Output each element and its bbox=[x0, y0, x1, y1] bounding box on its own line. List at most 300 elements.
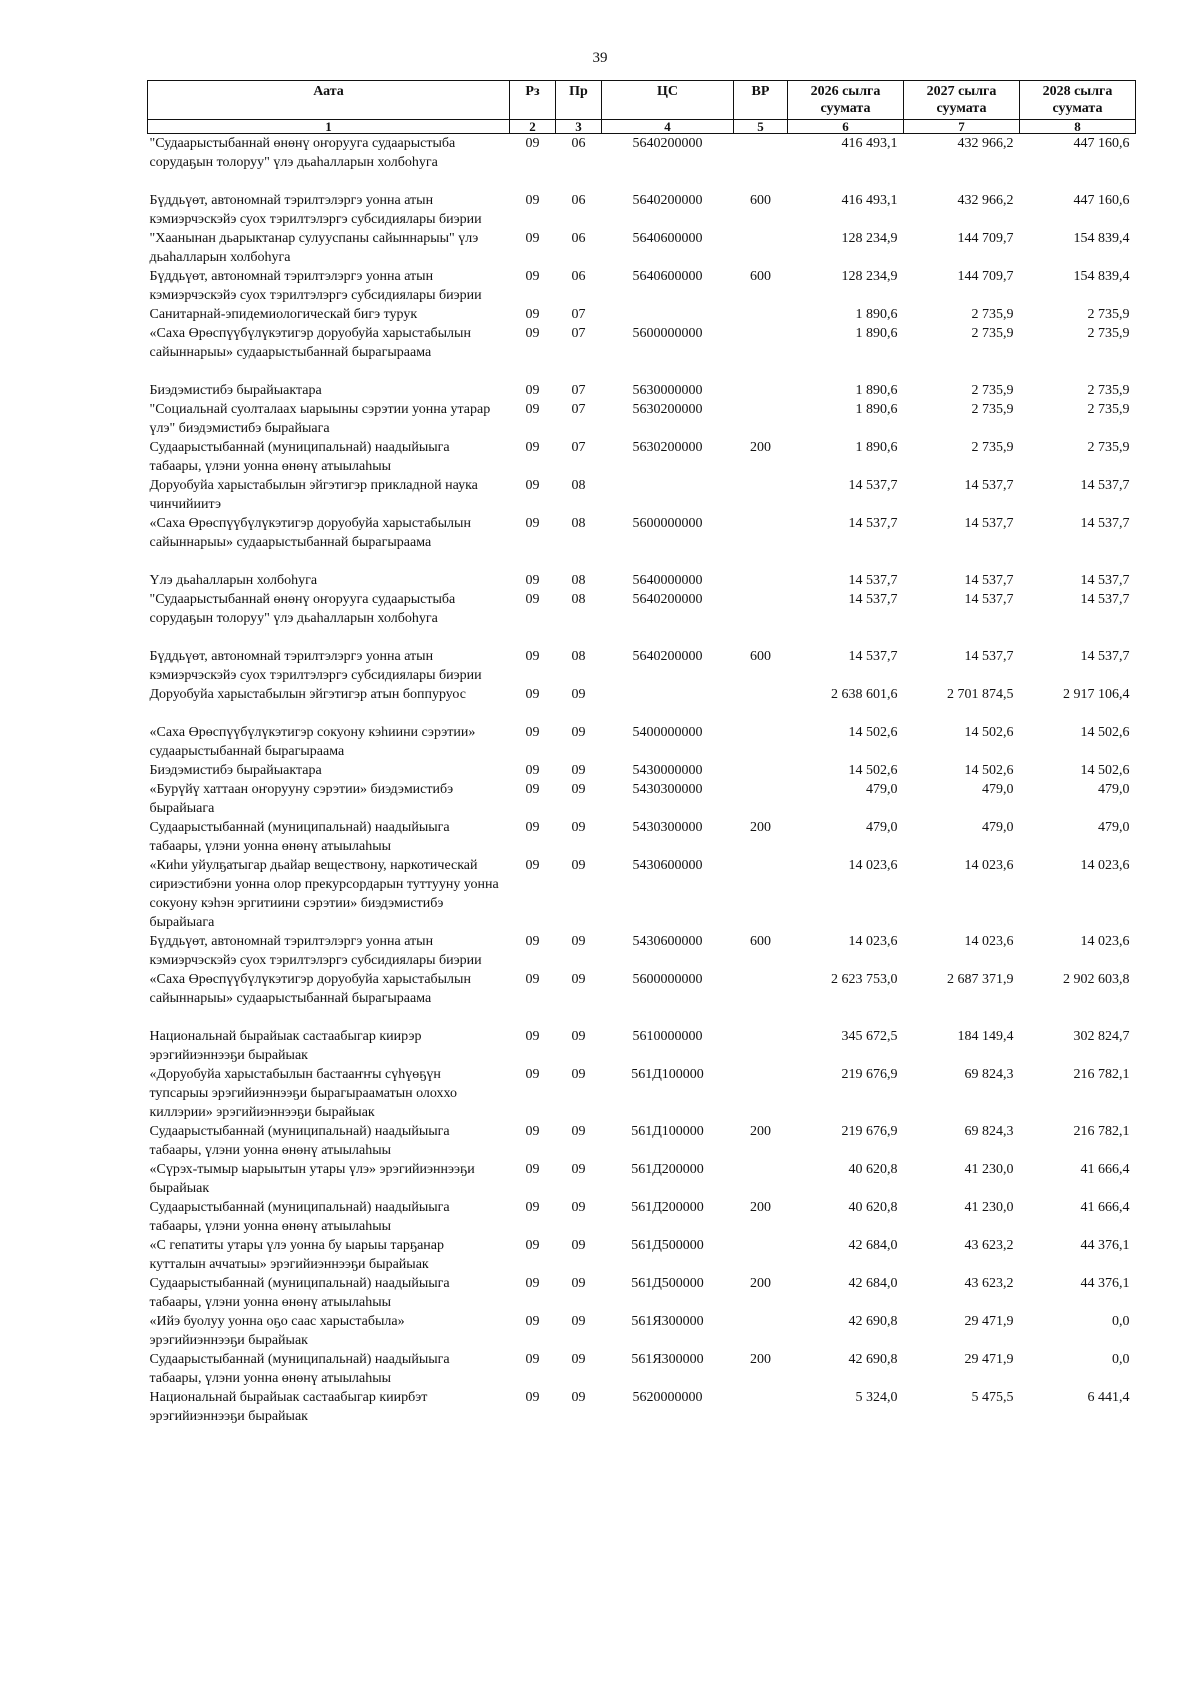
cell-amount-2026: 479,0 bbox=[866, 782, 898, 797]
cell-pr: 09 bbox=[571, 1314, 586, 1329]
cell-pr: 07 bbox=[571, 307, 586, 322]
cell-rz: 09 bbox=[525, 763, 540, 778]
cell-cs: 5630200000 bbox=[632, 440, 703, 455]
cell-amount-2028: 302 824,7 bbox=[1073, 1029, 1130, 1044]
table-row bbox=[148, 400, 1136, 438]
cell-amount-2028: 2 735,9 bbox=[1087, 402, 1130, 417]
cell-vr: 200 bbox=[750, 1124, 771, 1139]
cell-cs: 5430000000 bbox=[632, 763, 703, 778]
cell-amount-2028: 2 902 603,8 bbox=[1063, 972, 1130, 987]
cell-name: Биэдэмистибэ бырайыактара bbox=[149, 763, 322, 778]
header-pr: Пр bbox=[556, 81, 602, 120]
cell-amount-2026: 219 676,9 bbox=[841, 1124, 898, 1139]
cell-name: Судаарыстыбаннай (муниципальнай) наадыйыыга табаары, үлэни уонна өнөнү атыылаһыы bbox=[149, 1276, 450, 1310]
cell-amount-2027: 432 966,2 bbox=[957, 193, 1014, 208]
cell-name: Бүддьүөт, автономнай тэрилтэлэргэ уонна атын кэмиэрчэскэйэ суох тэрилтэлэргэ субсидиялары биэрии bbox=[149, 934, 482, 968]
cell-cs: 5600000000 bbox=[632, 972, 703, 987]
cell-vr: 200 bbox=[750, 820, 771, 835]
cell-pr: 09 bbox=[571, 934, 586, 949]
cell-amount-2028: 14 502,6 bbox=[1080, 763, 1130, 778]
header-number: 5 bbox=[734, 120, 788, 134]
cell-amount-2026: 14 502,6 bbox=[848, 763, 898, 778]
cell-rz: 09 bbox=[525, 858, 540, 873]
cell-pr: 08 bbox=[571, 478, 586, 493]
header-number: 7 bbox=[904, 120, 1020, 134]
cell-vr: 200 bbox=[750, 1352, 771, 1367]
header-rz: Рз bbox=[510, 81, 556, 120]
cell-amount-2028: 447 160,6 bbox=[1073, 193, 1130, 208]
table-row bbox=[148, 514, 1136, 571]
header-year-2026: 2026 сылга суумата bbox=[788, 81, 904, 120]
cell-pr: 09 bbox=[571, 1162, 586, 1177]
cell-amount-2027: 2 735,9 bbox=[971, 326, 1014, 341]
cell-pr: 06 bbox=[571, 231, 586, 246]
cell-amount-2027: 69 824,3 bbox=[964, 1067, 1014, 1082]
cell-name: «Ийэ буолуу уонна оҕо саас харыстабыла» эрэгийиэннээҕи бырайыак bbox=[149, 1314, 405, 1348]
cell-amount-2027: 144 709,7 bbox=[957, 231, 1014, 246]
header-number: 8 bbox=[1020, 120, 1136, 134]
cell-name: «Саха Өрөспүүбүлүкэтигэр доруобуйа харыстабылын сайыннарыы» судаарыстыбаннай бырагыраама bbox=[149, 972, 471, 1006]
cell-cs: 5600000000 bbox=[632, 516, 703, 531]
cell-amount-2028: 2 917 106,4 bbox=[1063, 687, 1130, 702]
cell-cs: 5400000000 bbox=[632, 725, 703, 740]
cell-amount-2026: 14 537,7 bbox=[848, 573, 898, 588]
cell-amount-2028: 14 537,7 bbox=[1080, 478, 1130, 493]
cell-amount-2026: 42 684,0 bbox=[848, 1276, 898, 1291]
cell-pr: 09 bbox=[571, 782, 586, 797]
header-name: Аата bbox=[148, 81, 510, 120]
cell-name: Бүддьүөт, автономнай тэрилтэлэргэ уонна атын кэмиэрчэскэйэ суох тэрилтэлэргэ субсидиялары биэрии bbox=[149, 193, 482, 227]
cell-amount-2027: 14 023,6 bbox=[964, 858, 1014, 873]
cell-amount-2028: 14 537,7 bbox=[1080, 649, 1130, 664]
cell-vr bbox=[734, 305, 788, 324]
cell-cs bbox=[602, 476, 734, 514]
cell-pr: 07 bbox=[571, 402, 586, 417]
cell-vr: 200 bbox=[750, 440, 771, 455]
cell-amount-2028: 41 666,4 bbox=[1080, 1200, 1130, 1215]
table-row bbox=[148, 590, 1136, 647]
table-row bbox=[148, 267, 1136, 305]
cell-vr: 200 bbox=[750, 1200, 771, 1215]
cell-vr bbox=[734, 780, 788, 818]
cell-rz: 09 bbox=[525, 1276, 540, 1291]
cell-amount-2026: 479,0 bbox=[866, 820, 898, 835]
table-row bbox=[148, 856, 1136, 932]
cell-rz: 09 bbox=[525, 231, 540, 246]
cell-vr bbox=[734, 723, 788, 761]
cell-amount-2026: 40 620,8 bbox=[848, 1162, 898, 1177]
cell-name: Доруобуйа харыстабылын эйгэтигэр прикладной наука чинчийиитэ bbox=[149, 478, 478, 512]
cell-amount-2028: 2 735,9 bbox=[1087, 307, 1130, 322]
cell-cs: 5430600000 bbox=[632, 934, 703, 949]
cell-cs: 561Я300000 bbox=[631, 1314, 704, 1329]
cell-name: «С гепатиты утары үлэ уонна бу ыарыы тарҕанар кутталын аччатыы» эрэгийиэннээҕи бырайыак bbox=[149, 1238, 444, 1272]
table-row bbox=[148, 1198, 1136, 1236]
cell-name: «Саха Өрөспүүбүлүкэтигэр доруобуйа харыстабылын сайыннарыы» судаарыстыбаннай бырагыраама bbox=[149, 326, 471, 360]
cell-amount-2027: 41 230,0 bbox=[964, 1200, 1014, 1215]
cell-cs: 561Я300000 bbox=[631, 1352, 704, 1367]
cell-amount-2026: 42 690,8 bbox=[848, 1314, 898, 1329]
cell-name: "Хаанынан дьарыктанар сулууспаны сайыннарыы" үлэ дьаһалларын холбоһуга bbox=[149, 231, 479, 265]
table-row bbox=[148, 324, 1136, 381]
cell-vr bbox=[734, 229, 788, 267]
cell-rz: 09 bbox=[525, 1200, 540, 1215]
cell-amount-2027: 69 824,3 bbox=[964, 1124, 1014, 1139]
cell-rz: 09 bbox=[525, 972, 540, 987]
cell-name: Судаарыстыбаннай (муниципальнай) наадыйыыга табаары, үлэни уонна өнөнү атыылаһыы bbox=[149, 440, 450, 474]
cell-amount-2028: 154 839,4 bbox=[1073, 231, 1130, 246]
cell-rz: 09 bbox=[525, 307, 540, 322]
cell-amount-2027: 14 537,7 bbox=[964, 516, 1014, 531]
cell-vr bbox=[734, 514, 788, 571]
header-number-row bbox=[148, 120, 1136, 134]
header-number: 6 bbox=[788, 120, 904, 134]
cell-amount-2026: 14 023,6 bbox=[848, 934, 898, 949]
cell-cs: 5620000000 bbox=[632, 1390, 703, 1405]
table-row bbox=[148, 723, 1136, 761]
cell-amount-2026: 128 234,9 bbox=[841, 231, 898, 246]
cell-amount-2026: 14 023,6 bbox=[848, 858, 898, 873]
cell-rz: 09 bbox=[525, 1238, 540, 1253]
cell-name: Бүддьүөт, автономнай тэрилтэлэргэ уонна атын кэмиэрчэскэйэ суох тэрилтэлэргэ субсидиялары биэрии bbox=[149, 269, 482, 303]
cell-pr: 07 bbox=[571, 383, 586, 398]
cell-vr bbox=[734, 1027, 788, 1065]
cell-name: «Бурүйү хаттаан оҥорууну сэрэтии» биэдэмистибэ бырайыага bbox=[149, 782, 454, 816]
cell-amount-2026: 345 672,5 bbox=[841, 1029, 898, 1044]
cell-amount-2027: 43 623,2 bbox=[964, 1238, 1014, 1253]
table-row bbox=[148, 818, 1136, 856]
cell-vr: 600 bbox=[750, 934, 771, 949]
cell-amount-2028: 479,0 bbox=[1098, 820, 1130, 835]
cell-rz: 09 bbox=[525, 516, 540, 531]
cell-vr bbox=[734, 476, 788, 514]
cell-pr: 09 bbox=[571, 972, 586, 987]
cell-vr bbox=[734, 685, 788, 723]
cell-cs: 5630000000 bbox=[632, 383, 703, 398]
cell-amount-2026: 2 638 601,6 bbox=[831, 687, 898, 702]
cell-vr bbox=[734, 1388, 788, 1426]
cell-pr: 06 bbox=[571, 193, 586, 208]
table-body bbox=[148, 134, 1136, 1427]
cell-vr bbox=[734, 1236, 788, 1274]
cell-amount-2028: 41 666,4 bbox=[1080, 1162, 1130, 1177]
cell-pr: 09 bbox=[571, 1029, 586, 1044]
cell-amount-2027: 2 687 371,9 bbox=[947, 972, 1014, 987]
cell-rz: 09 bbox=[525, 1314, 540, 1329]
cell-rz: 09 bbox=[525, 193, 540, 208]
cell-name: "Судаарыстыбаннай өнөнү оҥоруугa судаарыстыба сорудаҕын толоруу" үлэ дьаһалларын холбоһуга bbox=[149, 592, 456, 626]
cell-amount-2028: 14 502,6 bbox=[1080, 725, 1130, 740]
cell-name: «Доруобуйа харыстабылын бастааҥҥы сүһүөҕүн тупсарыы эрэгийиэннээҕи бырагырааматын олоххо киллэрии» эрэгийиэннээҕи бырайыак bbox=[149, 1067, 458, 1120]
cell-pr: 09 bbox=[571, 1238, 586, 1253]
table-row bbox=[148, 134, 1136, 192]
table-row bbox=[148, 571, 1136, 590]
cell-vr: 200 bbox=[750, 1276, 771, 1291]
cell-amount-2026: 40 620,8 bbox=[848, 1200, 898, 1215]
table-row bbox=[148, 1388, 1136, 1426]
cell-name: Судаарыстыбаннай (муниципальнай) наадыйыыга табаары, үлэни уонна өнөнү атыылаһыы bbox=[149, 1352, 450, 1386]
cell-amount-2027: 14 502,6 bbox=[964, 763, 1014, 778]
cell-cs: 5640600000 bbox=[632, 269, 703, 284]
header-number: 1 bbox=[148, 120, 510, 134]
cell-amount-2028: 14 537,7 bbox=[1080, 592, 1130, 607]
cell-vr bbox=[734, 856, 788, 932]
cell-amount-2026: 128 234,9 bbox=[841, 269, 898, 284]
cell-cs: 561Д100000 bbox=[631, 1067, 704, 1082]
cell-rz: 09 bbox=[525, 402, 540, 417]
cell-cs: 5630200000 bbox=[632, 402, 703, 417]
cell-rz: 09 bbox=[525, 573, 540, 588]
cell-amount-2026: 14 502,6 bbox=[848, 725, 898, 740]
cell-amount-2026: 14 537,7 bbox=[848, 649, 898, 664]
cell-pr: 08 bbox=[571, 592, 586, 607]
cell-amount-2028: 14 537,7 bbox=[1080, 516, 1130, 531]
table-row bbox=[148, 932, 1136, 970]
cell-cs: 561Д500000 bbox=[631, 1276, 704, 1291]
cell-amount-2027: 479,0 bbox=[982, 782, 1014, 797]
cell-cs: 561Д100000 bbox=[631, 1124, 704, 1139]
cell-amount-2028: 14 023,6 bbox=[1080, 934, 1130, 949]
cell-rz: 09 bbox=[525, 383, 540, 398]
header-row bbox=[148, 81, 1136, 120]
budget-table bbox=[147, 80, 1136, 1426]
cell-vr: 600 bbox=[750, 193, 771, 208]
cell-cs: 561Д500000 bbox=[631, 1238, 704, 1253]
table-row bbox=[148, 1312, 1136, 1350]
cell-amount-2026: 1 890,6 bbox=[855, 307, 898, 322]
cell-name: Судаарыстыбаннай (муниципальнай) наадыйыыга табаары, үлэни уонна өнөнү атыылаһыы bbox=[149, 1124, 450, 1158]
cell-amount-2028: 44 376,1 bbox=[1080, 1238, 1130, 1253]
table-row bbox=[148, 1274, 1136, 1312]
cell-pr: 06 bbox=[571, 136, 586, 151]
cell-amount-2028: 6 441,4 bbox=[1087, 1390, 1130, 1405]
cell-pr: 09 bbox=[571, 858, 586, 873]
cell-name: «Сүрэх-тымыр ыарыытын утары үлэ» эрэгийиэннээҕи бырайыак bbox=[149, 1162, 475, 1196]
cell-amount-2026: 5 324,0 bbox=[855, 1390, 898, 1405]
cell-amount-2027: 479,0 bbox=[982, 820, 1014, 835]
cell-amount-2027: 14 502,6 bbox=[964, 725, 1014, 740]
cell-amount-2026: 416 493,1 bbox=[841, 193, 898, 208]
cell-amount-2027: 2 735,9 bbox=[971, 440, 1014, 455]
cell-amount-2027: 14 537,7 bbox=[964, 573, 1014, 588]
cell-pr: 09 bbox=[571, 1067, 586, 1082]
cell-vr bbox=[734, 761, 788, 780]
cell-vr bbox=[734, 590, 788, 647]
cell-name: «Саха Өрөспүүбүлүкэтигэр сокуону кэһиини сэрэтии» судаарыстыбаннай бырагыраама bbox=[149, 725, 476, 759]
header-vr: ВР bbox=[734, 81, 788, 120]
cell-amount-2028: 14 537,7 bbox=[1080, 573, 1130, 588]
cell-rz: 09 bbox=[525, 440, 540, 455]
cell-amount-2028: 2 735,9 bbox=[1087, 383, 1130, 398]
cell-name: Национальнай бырайыак састаабыгар киирбэт эрэгийиэннээҕи бырайыак bbox=[149, 1390, 428, 1424]
cell-pr: 09 bbox=[571, 820, 586, 835]
page-number: 39 bbox=[592, 50, 608, 66]
cell-amount-2028: 216 782,1 bbox=[1073, 1067, 1130, 1082]
cell-vr bbox=[734, 400, 788, 438]
cell-cs: 561Д200000 bbox=[631, 1162, 704, 1177]
cell-amount-2026: 42 684,0 bbox=[848, 1238, 898, 1253]
table-row bbox=[148, 1122, 1136, 1160]
table-row bbox=[148, 685, 1136, 723]
cell-amount-2028: 216 782,1 bbox=[1073, 1124, 1130, 1139]
cell-name: "Социальнай суолталаах ыарыыны сэрэтии уонна утарар үлэ" биэдэмистибэ бырайыага bbox=[149, 402, 491, 436]
cell-vr: 600 bbox=[750, 649, 771, 664]
cell-pr: 07 bbox=[571, 440, 586, 455]
cell-cs: 5640200000 bbox=[632, 136, 703, 151]
cell-vr bbox=[734, 324, 788, 381]
cell-cs: 5600000000 bbox=[632, 326, 703, 341]
cell-name: «Киһи уйулҕатыгар дьайар веществону, наркотическай сириэстибэни уонна олор прекурсордарын туттууну уонна сокуону кэһэн эргитиини сэрэтии» биэдэмистибэ бырайыага bbox=[149, 858, 499, 930]
cell-amount-2027: 2 735,9 bbox=[971, 402, 1014, 417]
cell-pr: 08 bbox=[571, 649, 586, 664]
cell-rz: 09 bbox=[525, 934, 540, 949]
table-row bbox=[148, 780, 1136, 818]
cell-cs: 5430300000 bbox=[632, 820, 703, 835]
cell-pr: 09 bbox=[571, 1124, 586, 1139]
cell-name: Санитарнай-эпидемиологическай бигэ турук bbox=[149, 307, 418, 322]
cell-amount-2027: 2 735,9 bbox=[971, 383, 1014, 398]
cell-name: Үлэ дьаһалларын холбоһуга bbox=[149, 573, 318, 588]
cell-rz: 09 bbox=[525, 1352, 540, 1367]
cell-rz: 09 bbox=[525, 820, 540, 835]
cell-name: "Судаарыстыбаннай өнөнү оҥоруугa судаарыстыба сорудаҕын толоруу" үлэ дьаһалларын холбоһуга bbox=[149, 136, 456, 170]
cell-vr bbox=[734, 381, 788, 400]
cell-cs: 561Д200000 bbox=[631, 1200, 704, 1215]
cell-amount-2026: 1 890,6 bbox=[855, 383, 898, 398]
table-row bbox=[148, 1027, 1136, 1065]
cell-cs: 5430600000 bbox=[632, 858, 703, 873]
cell-amount-2027: 5 475,5 bbox=[971, 1390, 1014, 1405]
cell-rz: 09 bbox=[525, 478, 540, 493]
cell-pr: 09 bbox=[571, 1276, 586, 1291]
cell-rz: 09 bbox=[525, 136, 540, 151]
cell-amount-2026: 219 676,9 bbox=[841, 1067, 898, 1082]
cell-amount-2028: 44 376,1 bbox=[1080, 1276, 1130, 1291]
cell-pr: 09 bbox=[571, 1200, 586, 1215]
cell-rz: 09 bbox=[525, 782, 540, 797]
cell-pr: 09 bbox=[571, 763, 586, 778]
table-row bbox=[148, 229, 1136, 267]
cell-vr bbox=[734, 1065, 788, 1122]
table-row bbox=[148, 970, 1136, 1027]
cell-amount-2026: 1 890,6 bbox=[855, 402, 898, 417]
cell-name: Национальнай бырайыак састаабыгар киирэр эрэгийиэннээҕи бырайыак bbox=[149, 1029, 422, 1063]
cell-amount-2027: 14 023,6 bbox=[964, 934, 1014, 949]
cell-cs: 5640000000 bbox=[632, 573, 703, 588]
table-row bbox=[148, 1236, 1136, 1274]
cell-name: Доруобуйа харыстабылын эйгэтигэр атын боппуруос bbox=[149, 687, 466, 702]
cell-rz: 09 bbox=[525, 1029, 540, 1044]
cell-amount-2027: 432 966,2 bbox=[957, 136, 1014, 151]
cell-pr: 09 bbox=[571, 687, 586, 702]
table-row bbox=[148, 1065, 1136, 1122]
cell-amount-2027: 14 537,7 bbox=[964, 592, 1014, 607]
cell-pr: 07 bbox=[571, 326, 586, 341]
header-number: 2 bbox=[510, 120, 556, 134]
cell-cs: 5640200000 bbox=[632, 592, 703, 607]
cell-vr bbox=[734, 1160, 788, 1198]
table-row bbox=[148, 1350, 1136, 1388]
cell-amount-2028: 2 735,9 bbox=[1087, 440, 1130, 455]
cell-cs: 5640200000 bbox=[632, 649, 703, 664]
cell-pr: 09 bbox=[571, 1352, 586, 1367]
header-number: 4 bbox=[602, 120, 734, 134]
cell-amount-2028: 154 839,4 bbox=[1073, 269, 1130, 284]
cell-name: Биэдэмистибэ бырайыактара bbox=[149, 383, 322, 398]
cell-cs: 5640200000 bbox=[632, 193, 703, 208]
cell-amount-2026: 14 537,7 bbox=[848, 478, 898, 493]
cell-rz: 09 bbox=[525, 1124, 540, 1139]
cell-cs: 5640600000 bbox=[632, 231, 703, 246]
cell-amount-2026: 14 537,7 bbox=[848, 592, 898, 607]
cell-amount-2028: 2 735,9 bbox=[1087, 326, 1130, 341]
cell-rz: 09 bbox=[525, 269, 540, 284]
header-number: 3 bbox=[556, 120, 602, 134]
header-year-2027: 2027 сылга суумата bbox=[904, 81, 1020, 120]
table-row bbox=[148, 381, 1136, 400]
cell-amount-2027: 144 709,7 bbox=[957, 269, 1014, 284]
cell-name: Судаарыстыбаннай (муниципальнай) наадыйыыга табаары, үлэни уонна өнөнү атыылаһыы bbox=[149, 820, 450, 854]
cell-amount-2027: 2 701 874,5 bbox=[947, 687, 1014, 702]
cell-pr: 08 bbox=[571, 516, 586, 531]
cell-amount-2026: 42 690,8 bbox=[848, 1352, 898, 1367]
cell-rz: 09 bbox=[525, 725, 540, 740]
cell-amount-2028: 0,0 bbox=[1112, 1352, 1130, 1367]
cell-name: Судаарыстыбаннай (муниципальнай) наадыйыыга табаары, үлэни уонна өнөнү атыылаһыы bbox=[149, 1200, 450, 1234]
cell-cs: 5430300000 bbox=[632, 782, 703, 797]
cell-cs: 5610000000 bbox=[632, 1029, 703, 1044]
cell-amount-2027: 29 471,9 bbox=[964, 1352, 1014, 1367]
table-row bbox=[148, 191, 1136, 229]
cell-pr: 08 bbox=[571, 573, 586, 588]
cell-rz: 09 bbox=[525, 649, 540, 664]
table-row bbox=[148, 305, 1136, 324]
header-year-2028: 2028 сылга суумата bbox=[1020, 81, 1136, 120]
cell-vr: 600 bbox=[750, 269, 771, 284]
cell-amount-2027: 41 230,0 bbox=[964, 1162, 1014, 1177]
cell-vr bbox=[734, 970, 788, 1027]
table-row bbox=[148, 1160, 1136, 1198]
cell-vr bbox=[734, 134, 788, 192]
cell-name: «Саха Өрөспүүбүлүкэтигэр доруобуйа харыстабылын сайыннарыы» судаарыстыбаннай бырагыраама bbox=[149, 516, 471, 550]
cell-amount-2027: 29 471,9 bbox=[964, 1314, 1014, 1329]
table-row bbox=[148, 438, 1136, 476]
table-row bbox=[148, 476, 1136, 514]
cell-vr bbox=[734, 1312, 788, 1350]
cell-pr: 09 bbox=[571, 1390, 586, 1405]
table-row bbox=[148, 761, 1136, 780]
cell-pr: 09 bbox=[571, 725, 586, 740]
cell-rz: 09 bbox=[525, 1162, 540, 1177]
cell-pr: 06 bbox=[571, 269, 586, 284]
cell-cs bbox=[602, 305, 734, 324]
cell-amount-2026: 1 890,6 bbox=[855, 440, 898, 455]
cell-vr bbox=[734, 571, 788, 590]
header-cs: ЦС bbox=[602, 81, 734, 120]
cell-amount-2027: 2 735,9 bbox=[971, 307, 1014, 322]
cell-amount-2026: 2 623 753,0 bbox=[831, 972, 898, 987]
cell-cs bbox=[602, 685, 734, 723]
cell-amount-2028: 0,0 bbox=[1112, 1314, 1130, 1329]
cell-rz: 09 bbox=[525, 592, 540, 607]
cell-amount-2028: 14 023,6 bbox=[1080, 858, 1130, 873]
cell-amount-2027: 14 537,7 bbox=[964, 478, 1014, 493]
cell-amount-2028: 479,0 bbox=[1098, 782, 1130, 797]
cell-amount-2027: 43 623,2 bbox=[964, 1276, 1014, 1291]
cell-rz: 09 bbox=[525, 1067, 540, 1082]
cell-amount-2028: 447 160,6 bbox=[1073, 136, 1130, 151]
cell-name: Бүддьүөт, автономнай тэрилтэлэргэ уонна атын кэмиэрчэскэйэ суох тэрилтэлэргэ субсидиялары биэрии bbox=[149, 649, 482, 683]
